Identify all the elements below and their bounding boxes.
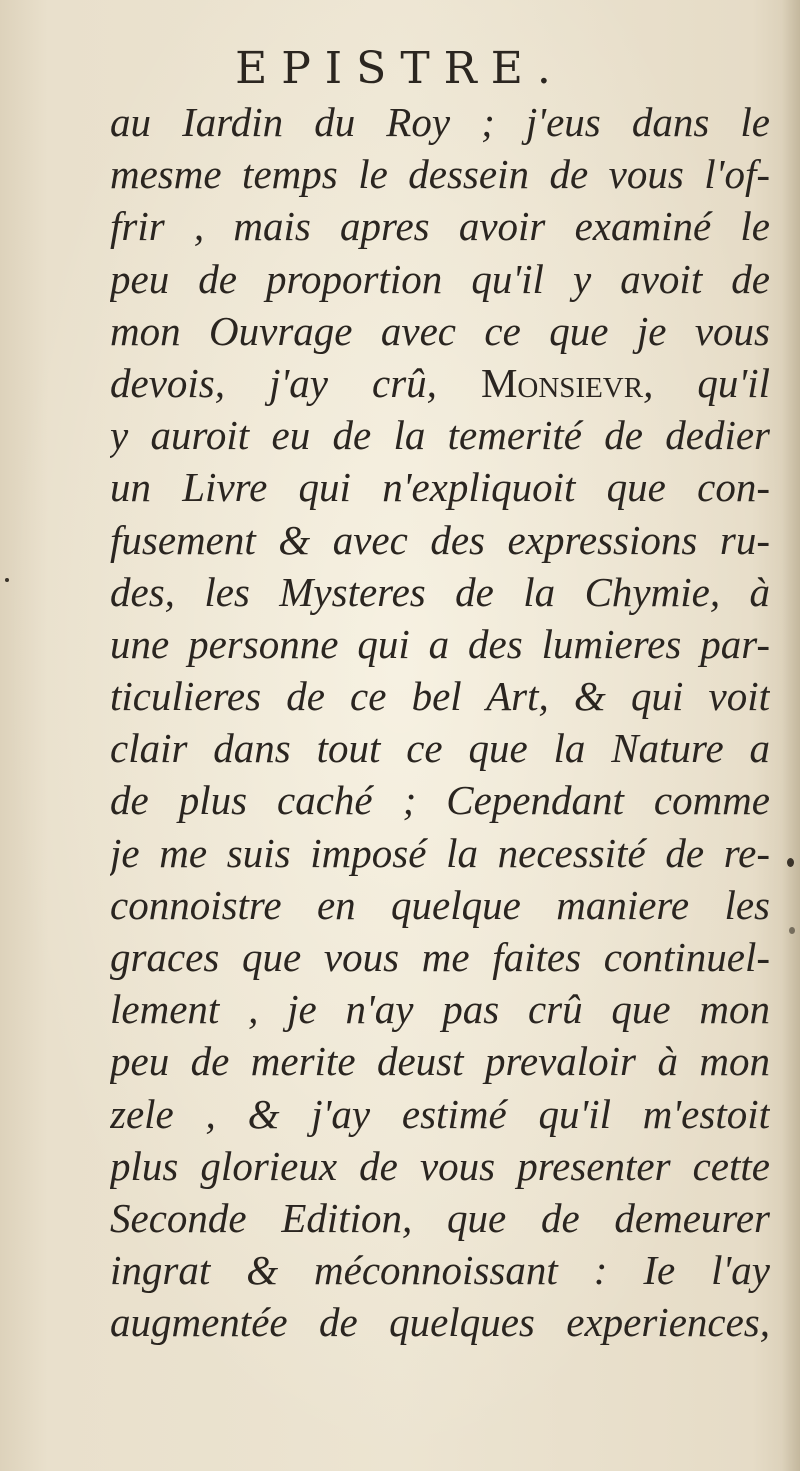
- text-line-10: des, les Mysteres de la Chymie, à: [110, 568, 770, 615]
- text-line-5: mon Ouvrage avec ce que je vous: [110, 307, 770, 354]
- text-line-17: graces que vous me faites continuel-: [110, 934, 770, 980]
- text-line-23: ingrat & méconnoissant : Ie l'ay: [110, 1247, 770, 1294]
- text-line-13: clair dans tout ce que la Nature a: [110, 725, 770, 772]
- text-line-4: peu de proportion qu'il y avoit de: [110, 255, 770, 302]
- running-head: EPISTRE.: [235, 43, 565, 94]
- text-line-11: une personne qui a des lumieres par-: [110, 620, 770, 667]
- text-line-2: mesme temps le dessein de vous l'of-: [110, 151, 770, 198]
- text-line-9: fusement & avec des expressions ru-: [110, 516, 770, 563]
- text-line-19: peu de merite deust prevaloir à mon: [110, 1038, 770, 1085]
- text-line-6: [110, 357, 770, 409]
- text-line-16: connoistre en quelque maniere les: [110, 881, 770, 928]
- text-line-14: de plus caché ; Cependant comme: [110, 777, 770, 824]
- text-line-3: frir , mais apres avoir examiné le: [110, 203, 770, 250]
- text-line-24: augmentée de quelques experiences,: [110, 1299, 770, 1346]
- page-edge-shadow: [782, 0, 800, 1471]
- text-line-1: au Iardin du Roy ; j'eus dans le: [110, 99, 770, 145]
- ink-speck: [5, 578, 9, 582]
- ink-speck: [787, 858, 794, 867]
- text-line-15: je me suis imposé la necessité de re-: [110, 829, 770, 876]
- ink-speck: [789, 927, 795, 934]
- text-line-6-end: , qu'il: [643, 359, 770, 406]
- text-line-20: zele , & j'ay estimé qu'il m'estoit: [110, 1090, 770, 1137]
- text-line-12: ticulieres de ce bel Art, & qui voit: [110, 673, 770, 720]
- text-line-22: Seconde Edition, que de demeurer: [110, 1194, 770, 1241]
- text-line-6-start: devois, j'ay crû,: [110, 359, 481, 406]
- text-line-18: lement , je n'ay pas crû que mon: [110, 986, 770, 1033]
- addressee-name: Monsievr: [480, 359, 644, 406]
- text-line-21: plus glorieux de vous presenter cette: [110, 1142, 770, 1189]
- text-line-7: y auroit eu de la temerité de dedier: [110, 412, 770, 459]
- body-text: [110, 96, 770, 1349]
- text-line-8: un Livre qui n'expliquoit que con-: [110, 464, 770, 511]
